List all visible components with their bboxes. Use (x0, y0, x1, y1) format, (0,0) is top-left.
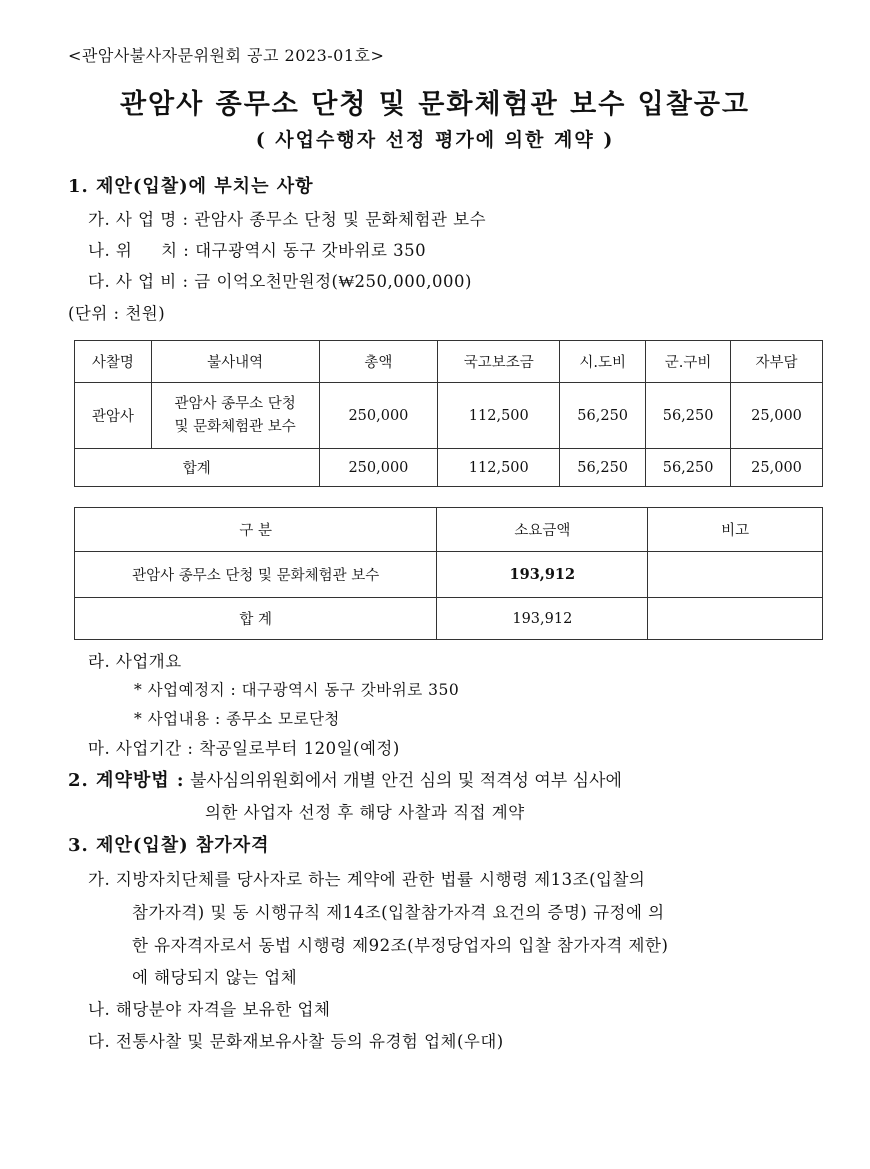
cell-work-line1: 관암사 종무소 단청 (174, 395, 296, 412)
table-row (75, 449, 823, 487)
cost-sum-note (648, 598, 823, 640)
cell-work-line2: 및 문화체험관 보수 (174, 418, 296, 435)
overview-content: * 사업내용 : 종무소 모로단청 (134, 710, 340, 728)
project-name: 가. 사 업 명 : 관암사 종무소 단청 및 문화체험관 보수 (88, 210, 487, 229)
section1-heading: 1. 제안(입찰)에 부치는 사항 (68, 176, 314, 197)
overview-heading: 라. 사업개요 (88, 652, 182, 671)
sum-label: 합계 (75, 449, 320, 487)
table-row (75, 598, 823, 640)
sum-city: 56,250 (560, 449, 646, 487)
section2-heading: 2. 계약방법 : (68, 770, 185, 791)
section2 (68, 771, 622, 791)
cell-total: 250,000 (319, 383, 438, 449)
page-title: 관암사 종무소 단청 및 문화체험관 보수 입찰공고 (119, 89, 751, 120)
table-row (75, 552, 823, 598)
cell-work (151, 383, 319, 449)
unit-note: (단위 : 천원) (68, 304, 166, 323)
section3-item-a-line1: 가. 지방자치단체를 당사자로 하는 계약에 관한 법률 시행령 제13조(입찰의 (88, 870, 646, 889)
funding-table (74, 340, 823, 487)
cell-county: 56,250 (646, 383, 731, 449)
section3-item-c: 다. 전통사찰 및 문화재보유사찰 등의 유경험 업체(우대) (88, 1032, 504, 1051)
overview-site: * 사업예정지 : 대구광역시 동구 갓바위로 350 (134, 681, 460, 699)
section3-heading: 3. 제안(입찰) 참가자격 (68, 835, 270, 856)
sum-national: 112,500 (438, 449, 560, 487)
sum-county: 56,250 (646, 449, 731, 487)
table-row (75, 383, 823, 449)
page-subtitle: ( 사업수행자 선정 평가에 의한 계약 ) (255, 129, 615, 151)
cost-header-category: 구 분 (75, 508, 437, 552)
header-temple: 사찰명 (75, 341, 152, 383)
cost-header-amount: 소요금액 (437, 508, 648, 552)
notice-number: <관암사불사자문위원회 공고 2023-01호> (68, 46, 385, 65)
project-location: 나. 위 치 : 대구광역시 동구 갓바위로 350 (88, 241, 427, 260)
cost-table (74, 507, 823, 640)
project-period: 마. 사업기간 : 착공일로부터 120일(예정) (88, 739, 400, 758)
cost-sum-amount: 193,912 (437, 598, 648, 640)
cell-self: 25,000 (731, 383, 823, 449)
header-self: 자부담 (731, 341, 823, 383)
header-city: 시.도비 (560, 341, 646, 383)
header-national: 국고보조금 (438, 341, 560, 383)
cell-temple: 관암사 (75, 383, 152, 449)
cell-national: 112,500 (438, 383, 560, 449)
sum-self: 25,000 (731, 449, 823, 487)
cell-city: 56,250 (560, 383, 646, 449)
header-county: 군.구비 (646, 341, 731, 383)
cost-row-amount: 193,912 (437, 552, 648, 598)
cost-row-note (648, 552, 823, 598)
cost-header-note: 비고 (648, 508, 823, 552)
project-budget: 다. 사 업 비 : 금 이억오천만원정(₩250,000,000) (88, 272, 472, 291)
section3-item-b: 나. 해당분야 자격을 보유한 업체 (88, 1000, 331, 1019)
cost-row-label: 관암사 종무소 단청 및 문화체험관 보수 (75, 552, 437, 598)
section2-line1: 불사심의위원회에서 개별 안건 심의 및 적격성 여부 심사에 (189, 771, 622, 791)
cost-sum-label: 합 계 (75, 598, 437, 640)
section3-item-a-line4: 에 해당되지 않는 업체 (132, 968, 298, 987)
header-work: 불사내역 (151, 341, 319, 383)
section3-item-a-line2: 참가자격) 및 동 시행규칙 제14조(입찰참가자격 요건의 증명) 규정에 의 (132, 903, 665, 922)
section3-item-a-line3: 한 유자격자로서 동법 시행령 제92조(부정당업자의 입찰 참가자격 제한) (132, 936, 669, 955)
section2-line2: 의한 사업자 선정 후 해당 사찰과 직접 계약 (205, 803, 525, 822)
header-total: 총액 (319, 341, 438, 383)
sum-total: 250,000 (319, 449, 438, 487)
